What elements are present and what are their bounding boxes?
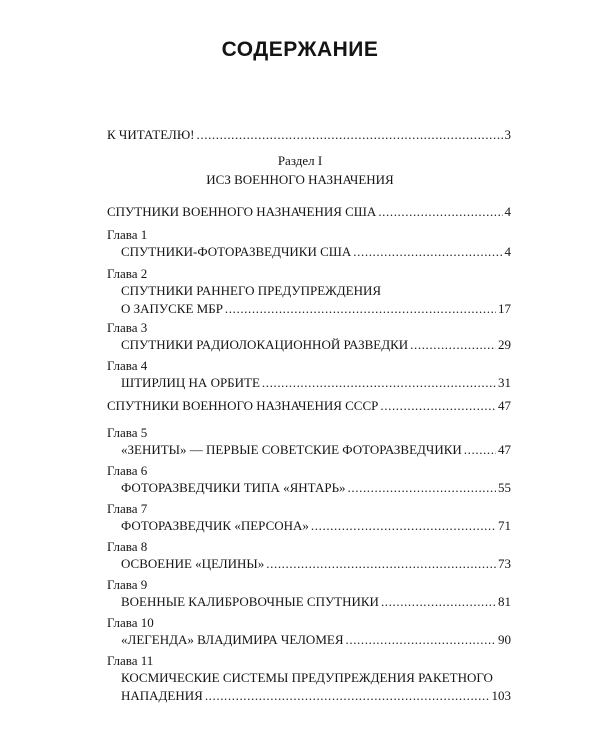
dot-leader <box>262 374 496 391</box>
page-number: 73 <box>498 556 511 571</box>
chapter-title: «ЗЕНИТЫ» — ПЕРВЫЕ СОВЕТСКИЕ ФОТОРАЗВЕДЧИКИ <box>121 442 462 457</box>
chapter-label: Глава 5 <box>107 425 148 440</box>
dot-leader <box>348 479 496 496</box>
chapter-title: СПУТНИКИ-ФОТОРАЗВЕДЧИКИ США <box>121 244 352 259</box>
dot-leader <box>378 203 502 220</box>
page-number: 81 <box>498 594 511 609</box>
toc-entry-title: СПУТНИКИ ВОЕННОГО НАЗНАЧЕНИЯ США <box>107 204 377 219</box>
page-number: 4 <box>504 244 511 259</box>
dot-leader <box>205 687 490 704</box>
chapter-title: ОСВОЕНИЕ «ЦЕЛИНЫ» <box>121 556 265 571</box>
page-number: 4 <box>504 204 511 219</box>
page-title: СОДЕРЖАНИЕ <box>221 38 379 61</box>
dot-leader <box>464 441 496 458</box>
chapter-title: «ЛЕГЕНДА» ВЛАДИМИРА ЧЕЛОМЕЯ <box>121 632 344 647</box>
dot-leader <box>381 593 496 610</box>
chapter-label: Глава 9 <box>107 577 148 592</box>
chapter-title: ФОТОРАЗВЕДЧИКИ ТИПА «ЯНТАРЬ» <box>121 480 346 495</box>
dot-leader <box>197 126 503 143</box>
dot-leader <box>346 631 497 648</box>
chapter-title: СПУТНИКИ РАДИОЛОКАЦИОННОЙ РАЗВЕДКИ <box>121 337 409 352</box>
page-number: 3 <box>504 127 511 142</box>
chapter-label: Глава 4 <box>107 358 148 373</box>
toc-entry-title: СПУТНИКИ ВОЕННОГО НАЗНАЧЕНИЯ СССР <box>107 398 379 413</box>
dot-leader <box>225 300 496 317</box>
chapter-title: ШТИРЛИЦ НА ОРБИТЕ <box>121 375 260 390</box>
page-number: 47 <box>498 442 511 457</box>
chapter-label: Глава 7 <box>107 501 148 516</box>
chapter-label: Глава 11 <box>107 653 154 668</box>
chapter-label: Глава 3 <box>107 320 148 335</box>
chapter-title: ФОТОРАЗВЕДЧИК «ПЕРСОНА» <box>121 518 309 533</box>
page-number: 31 <box>498 375 511 390</box>
chapter-label: Глава 10 <box>107 615 154 630</box>
toc-entry-title: К ЧИТАТЕЛЮ! <box>107 127 195 142</box>
chapter-title-line-2: О ЗАПУСКЕ МБР <box>121 301 223 316</box>
dot-leader <box>353 243 502 260</box>
chapter-label: Глава 1 <box>107 227 148 242</box>
page-number: 103 <box>491 688 511 703</box>
chapter-title-line-1: СПУТНИКИ РАННЕГО ПРЕДУПРЕЖДЕНИЯ <box>121 283 382 298</box>
page-number: 55 <box>498 480 511 495</box>
page-number: 90 <box>498 632 511 647</box>
chapter-label: Глава 2 <box>107 266 148 281</box>
chapter-title-line-1: КОСМИЧЕСКИЕ СИСТЕМЫ ПРЕДУПРЕЖДЕНИЯ РАКЕТНОГО <box>121 670 493 685</box>
page-number: 29 <box>498 337 511 352</box>
dot-leader <box>266 555 496 572</box>
page-number: 17 <box>498 301 511 316</box>
chapter-title-line-2: НАПАДЕНИЯ <box>121 688 203 703</box>
dot-leader <box>380 397 496 414</box>
dot-leader <box>311 517 496 534</box>
section-title: ИСЗ ВОЕННОГО НАЗНАЧЕНИЯ <box>206 172 394 187</box>
page-number: 47 <box>498 398 511 413</box>
chapter-label: Глава 6 <box>107 463 148 478</box>
section-number: Раздел I <box>277 153 323 168</box>
dot-leader <box>410 336 496 353</box>
chapter-label: Глава 8 <box>107 539 148 554</box>
page-number: 71 <box>498 518 511 533</box>
chapter-title: ВОЕННЫЕ КАЛИБРОВОЧНЫЕ СПУТНИКИ <box>121 594 379 609</box>
